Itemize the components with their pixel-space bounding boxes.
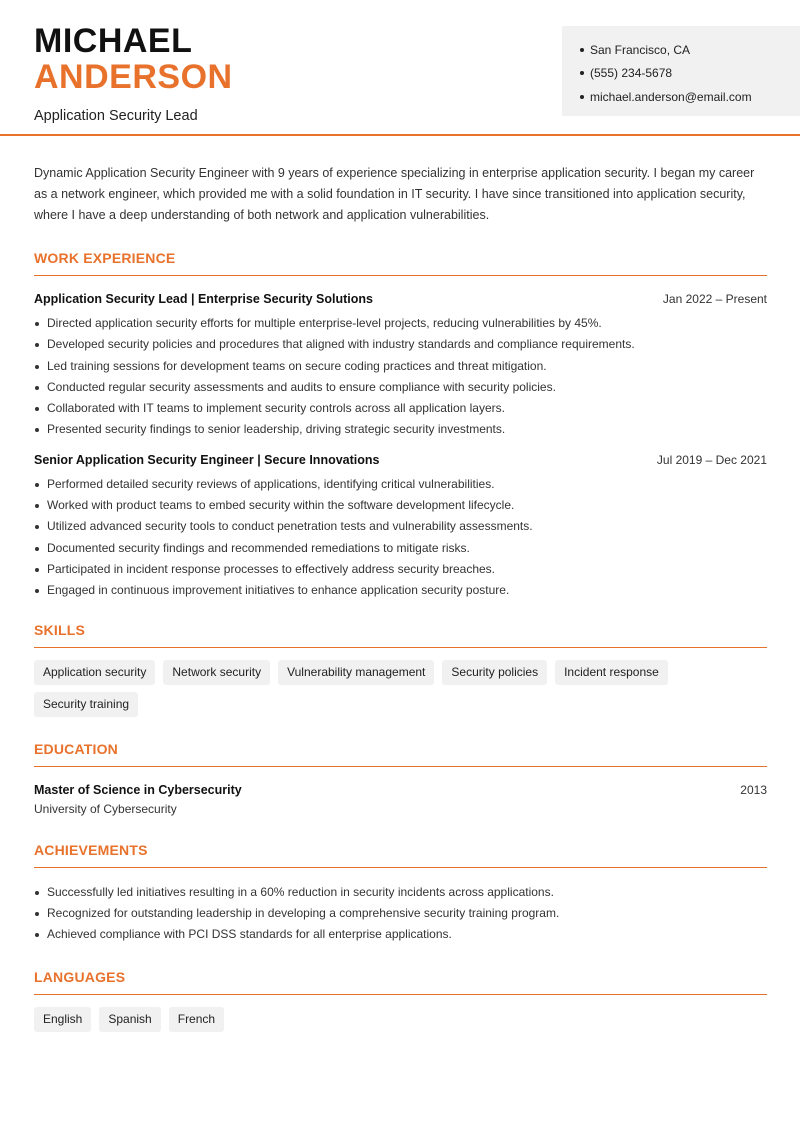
bullet-icon [580,48,584,52]
skill-chip: Application security [34,660,155,685]
list-item: Worked with product teams to embed security within the software development lifecycle. [34,495,767,516]
job-date: Jan 2022 – Present [662,292,767,306]
job-entry [34,292,767,441]
resume-header [0,0,800,136]
name-block [34,24,233,124]
contact-box [562,26,800,116]
skill-chip: Network security [163,660,270,685]
job-header [34,453,767,467]
bullet-icon [580,71,584,75]
list-item: Directed application security efforts for multiple enterprise-level projects, reducing vulnerabilities by 45%. [34,313,767,334]
skills-chip-list [34,660,767,717]
achievements-section [34,842,767,946]
languages-section [34,969,767,1032]
resume-content [34,163,767,1032]
education-year: 2013 [740,782,767,797]
list-item: Engaged in continuous improvement initiatives to enhance application security posture. [34,580,767,601]
job-bullet-list [34,313,767,441]
education-section [34,741,767,816]
job-date: Jul 2019 – Dec 2021 [656,452,767,467]
section-title-education: EDUCATION [34,741,767,767]
section-title-work: WORK EXPERIENCE [34,250,767,276]
contact-phone-text: (555) 234-5678 [590,66,673,81]
contact-location [580,38,800,62]
summary-paragraph: Dynamic Application Security Engineer with 9 years of experience specializing in enterprise application security. I began my career as a network engineer, which provided me with a solid foundation in IT security. I have since transitioned into application security, where I have a deep understanding of both network and application vulnerabilities. [34,166,755,222]
list-item: Achieved compliance with PCI DSS standards for all enterprise applications. [34,924,767,945]
list-item: Recognized for outstanding leadership in developing a comprehensive security training program. [34,903,767,924]
skill-chip: Security policies [442,660,547,685]
job-header [34,292,767,306]
list-item: Utilized advanced security tools to conduct penetration tests and vulnerability assessments. [34,516,767,537]
contact-location-text: San Francisco, CA [590,42,691,57]
list-item: Presented security findings to senior leadership, driving strategic security investments. [34,419,767,440]
language-chip: Spanish [99,1007,160,1032]
job-entry [34,453,767,602]
job-title: Application Security Lead [34,108,198,124]
languages-chip-list [34,1007,767,1032]
contact-phone [580,62,800,86]
education-header [34,783,767,797]
skill-chip: Security training [34,692,138,717]
work-experience-section [34,250,767,602]
job-role: Senior Application Security Engineer | Secure Innovations [34,452,380,467]
job-bullet-list [34,474,767,602]
skills-section [34,622,767,717]
list-item: Developed security policies and procedures that aligned with industry standards and compliance requirements. [34,334,767,355]
education-school: University of Cybersecurity [34,801,177,816]
list-item: Documented security findings and recommended remediations to mitigate risks. [34,538,767,559]
list-item: Successfully led initiatives resulting in a 60% reduction in security incidents across applications. [34,882,767,903]
contact-email-text: michael.anderson@email.com [590,89,752,104]
contact-email [580,85,800,109]
first-name: MICHAEL [34,22,193,60]
education-degree: Master of Science in Cybersecurity [34,782,242,797]
skill-chip: Vulnerability management [278,660,434,685]
section-title-achievements: ACHIEVEMENTS [34,842,767,868]
language-chip: French [169,1007,224,1032]
section-title-skills: SKILLS [34,622,767,648]
section-title-languages: LANGUAGES [34,969,767,995]
list-item: Led training sessions for development teams on secure coding practices and threat mitigation. [34,356,767,377]
achievements-list [34,882,767,946]
list-item: Performed detailed security reviews of applications, identifying critical vulnerabilities. [34,474,767,495]
list-item: Collaborated with IT teams to implement security controls across all application layers. [34,398,767,419]
list-item: Conducted regular security assessments and audits to ensure compliance with security policies. [34,377,767,398]
language-chip: English [34,1007,91,1032]
bullet-icon [580,95,584,99]
last-name: ANDERSON [34,58,233,96]
skill-chip: Incident response [555,660,668,685]
list-item: Participated in incident response processes to effectively address security breaches. [34,559,767,580]
job-role: Application Security Lead | Enterprise Security Solutions [34,292,373,306]
